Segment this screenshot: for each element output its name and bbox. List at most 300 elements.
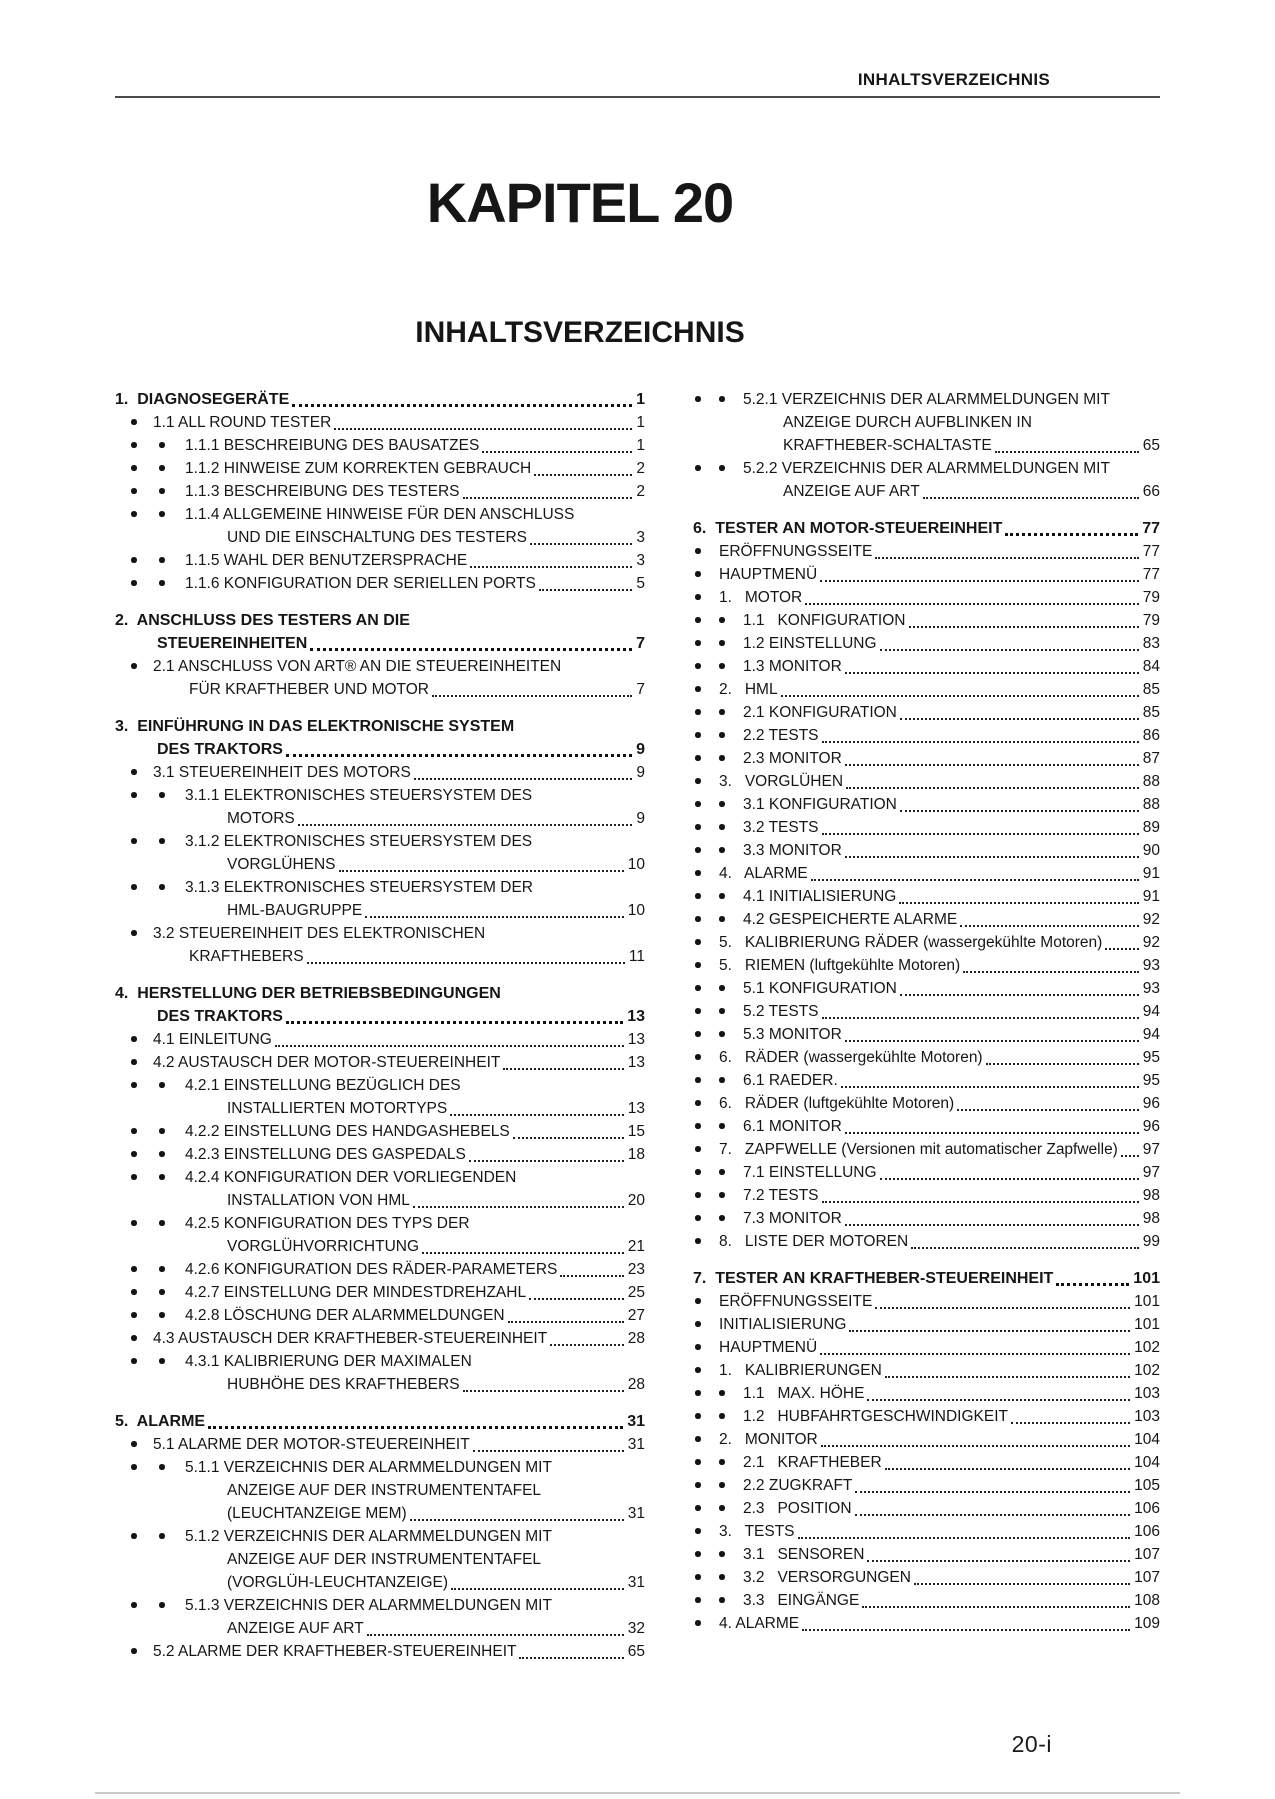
dot-leader [534, 474, 632, 476]
dot-leader [811, 879, 1139, 881]
dot-leader [432, 695, 632, 697]
toc-entry-text: 4.2.8 LÖSCHUNG DER ALARMMELDUNGEN [185, 1307, 505, 1324]
toc-line [115, 1074, 645, 1097]
toc-page-number: 93 [1142, 957, 1160, 974]
dot-leader [822, 741, 1139, 743]
bullet-icon [695, 1054, 701, 1060]
toc-page-number: 85 [1142, 681, 1160, 698]
bullet-icon [695, 1528, 701, 1534]
toc-line [693, 701, 1160, 724]
toc-entry [693, 655, 1160, 678]
toc-entry [115, 480, 645, 503]
toc-line [693, 1520, 1160, 1543]
toc-entry [115, 1525, 645, 1594]
toc-entry [693, 1115, 1160, 1138]
toc-line [693, 1336, 1160, 1359]
toc-entry [115, 715, 645, 761]
toc-entry [693, 1023, 1160, 1046]
bullet-icon [131, 488, 137, 494]
toc-entry-text: 8. LISTE DER MOTOREN [719, 1233, 909, 1250]
toc-entry [115, 761, 645, 784]
toc-entry-text: 3.1.2 ELEKTRONISCHES STEUERSYSTEM DES [185, 833, 533, 850]
bullet-icon [695, 1551, 701, 1557]
dot-leader [286, 1021, 623, 1024]
toc-page-number: 3 [636, 552, 645, 569]
toc-line [693, 793, 1160, 816]
dot-leader [310, 648, 632, 651]
bullet-icon [131, 1266, 137, 1272]
bullet-icon [131, 1648, 137, 1654]
toc-line [115, 1212, 645, 1235]
dot-leader [845, 856, 1139, 858]
toc-entry-text: 5.1.3 VERZEICHNIS DER ALARMMELDUNGEN MIT [185, 1597, 552, 1614]
toc-line [115, 1373, 645, 1396]
toc-entry [693, 1313, 1160, 1336]
toc-entry-text: 4.3.1 KALIBRIERUNG DER MAXIMALEN [185, 1353, 472, 1370]
bullet-icon [131, 1289, 137, 1295]
dot-leader [900, 994, 1139, 996]
dot-leader [422, 1252, 624, 1254]
bullet-icon [695, 755, 701, 761]
toc-line [693, 1023, 1160, 1046]
toc-page-number: 91 [1142, 865, 1160, 882]
toc-line [693, 839, 1160, 862]
toc-line [115, 1456, 645, 1479]
toc-entry [115, 655, 645, 701]
toc-line [115, 609, 645, 632]
toc-entry-text: 5.2.1 VERZEICHNIS DER ALARMMELDUNGEN MIT [743, 391, 1110, 408]
bullet-icon [159, 1602, 165, 1608]
toc-entry-text: 7. ZAPFWELLE (Versionen mit automatischer Zapfwelle) [719, 1141, 1118, 1158]
toc-entry [693, 1520, 1160, 1543]
bullet-icon [695, 1482, 701, 1488]
toc-line [693, 1474, 1160, 1497]
toc-entry-text: 5.1.1 VERZEICHNIS DER ALARMMELDUNGEN MIT [185, 1459, 552, 1476]
toc-page-number: 96 [1142, 1095, 1160, 1112]
toc-page-number: 79 [1142, 589, 1160, 606]
bullet-icon [719, 1459, 725, 1465]
bullet-icon [719, 465, 725, 471]
toc-page-number: 77 [1142, 543, 1160, 560]
toc-entry [693, 1612, 1160, 1635]
toc-entry-text: 4.2 GESPEICHERTE ALARME [743, 911, 958, 928]
dot-leader [519, 1657, 623, 1659]
page-number-label: 20-i [1011, 1731, 1052, 1757]
bullet-icon [695, 1436, 701, 1442]
dot-leader [900, 810, 1139, 812]
toc-line [115, 572, 645, 595]
toc-entry-text: 2.1 KONFIGURATION [743, 704, 897, 721]
toc-page-number: 97 [1142, 1141, 1160, 1158]
toc-entry-text: 7.2 TESTS [743, 1187, 819, 1204]
toc-entry-text: 6. RÄDER (luftgekühlte Motoren) [719, 1095, 955, 1112]
toc-page-number: 93 [1142, 980, 1160, 997]
toc-line [693, 1069, 1160, 1092]
toc-page-number: 9 [636, 741, 645, 758]
dot-leader [529, 1298, 624, 1300]
toc-entry [115, 784, 645, 830]
toc-line [115, 1120, 645, 1143]
bullet-icon [131, 1128, 137, 1134]
toc-line [115, 738, 645, 761]
dot-leader [539, 589, 633, 591]
toc-entry [115, 1456, 645, 1525]
toc-entry-text: 3.2 TESTS [743, 819, 819, 836]
toc-line [115, 503, 645, 526]
toc-page-number: 7 [636, 681, 645, 698]
dot-leader [845, 672, 1139, 674]
toc-entry [693, 1267, 1160, 1290]
bullet-icon [159, 1082, 165, 1088]
bullet-icon [695, 1321, 701, 1327]
toc-entry-text: 4.2.3 EINSTELLUNG DES GASPEDALS [185, 1146, 466, 1163]
toc-entry-text: 5.2 ALARME DER KRAFTHEBER-STEUEREINHEIT [153, 1643, 517, 1660]
toc-page-number: 13 [627, 1031, 645, 1048]
dot-leader [957, 1109, 1139, 1111]
toc-page-number: 77 [1142, 520, 1160, 537]
dot-leader [867, 1399, 1130, 1401]
toc-entry [693, 388, 1160, 457]
bullet-icon [695, 1146, 701, 1152]
toc-line [693, 1115, 1160, 1138]
toc-entry [115, 388, 645, 411]
toc-entry [693, 1405, 1160, 1428]
dot-leader [307, 962, 625, 964]
toc-page-number: 21 [627, 1238, 645, 1255]
toc-page-number: 27 [627, 1307, 645, 1324]
bullet-icon [695, 847, 701, 853]
toc-entry [693, 839, 1160, 862]
toc-line [115, 1525, 645, 1548]
toc-entry [693, 609, 1160, 632]
dot-leader [820, 580, 1139, 582]
dot-leader [802, 1629, 1130, 1631]
bullet-icon [131, 1151, 137, 1157]
toc-page-number: 101 [1133, 1270, 1160, 1287]
bullet-icon [131, 1059, 137, 1065]
toc-entry-text: 1.2 EINSTELLUNG [743, 635, 877, 652]
toc-line [693, 1313, 1160, 1336]
bullet-icon [719, 916, 725, 922]
toc-line [693, 434, 1160, 457]
toc-page-number: 103 [1134, 1385, 1160, 1402]
toc-entry-text: 3. EINFÜHRUNG IN DAS ELEKTRONISCHE SYSTEM [115, 718, 515, 735]
toc-entry [693, 1359, 1160, 1382]
toc-page-number: 20 [627, 1192, 645, 1209]
bullet-icon [719, 755, 725, 761]
toc-line [115, 1005, 645, 1028]
toc-entry-text: 3.1 KONFIGURATION [743, 796, 897, 813]
toc-entry [115, 1166, 645, 1212]
dot-leader [875, 557, 1138, 559]
bullet-icon [719, 1077, 725, 1083]
toc-page-number: 103 [1134, 1408, 1160, 1425]
toc-line [115, 388, 645, 411]
dot-leader [855, 1514, 1131, 1516]
toc-entry [693, 1000, 1160, 1023]
toc-entry [115, 1433, 645, 1456]
dot-leader [508, 1321, 624, 1323]
toc-entry-text: 1.1.3 BESCHREIBUNG DES TESTERS [185, 483, 460, 500]
toc-entry [115, 1120, 645, 1143]
dot-leader [503, 1068, 623, 1070]
bullet-icon [719, 1008, 725, 1014]
bullet-icon [719, 847, 725, 853]
toc-entry-text: 1. KALIBRIERUNGEN [719, 1362, 882, 1379]
toc-entry [693, 586, 1160, 609]
toc-entry [115, 1350, 645, 1396]
bullet-icon [695, 1344, 701, 1350]
bullet-icon [695, 1390, 701, 1396]
toc-line [115, 1548, 645, 1571]
toc-line [693, 632, 1160, 655]
toc-page-number: 91 [1142, 888, 1160, 905]
bullet-icon [695, 1008, 701, 1014]
toc-line [115, 632, 645, 655]
toc-page-number: 10 [627, 856, 645, 873]
toc-line [693, 1405, 1160, 1428]
bullet-icon [719, 824, 725, 830]
dot-leader [298, 824, 633, 826]
dot-leader [1056, 1283, 1129, 1286]
bullet-icon [131, 557, 137, 563]
toc-line [115, 655, 645, 678]
toc-entry-text: 5.1.2 VERZEICHNIS DER ALARMMELDUNGEN MIT [185, 1528, 552, 1545]
toc-entry [693, 1566, 1160, 1589]
toc-line [115, 807, 645, 830]
toc-entry [693, 678, 1160, 701]
toc-line [693, 1451, 1160, 1474]
toc-line [115, 434, 645, 457]
bullet-icon [131, 511, 137, 517]
bullet-icon [695, 824, 701, 830]
toc-page-number: 15 [627, 1123, 645, 1140]
bullet-icon [719, 640, 725, 646]
bullet-icon [695, 1597, 701, 1603]
bullet-icon [159, 1174, 165, 1180]
toc-entry-text: INSTALLATION VON HML [227, 1192, 410, 1209]
toc-entry [115, 1281, 645, 1304]
bullet-icon [719, 985, 725, 991]
toc-page-number: 98 [1142, 1187, 1160, 1204]
toc-entry-text: 1.1.6 KONFIGURATION DER SERIELLEN PORTS [185, 575, 536, 592]
toc-line [693, 931, 1160, 954]
bullet-icon [719, 1482, 725, 1488]
toc-line [693, 609, 1160, 632]
dot-leader [900, 718, 1139, 720]
dot-leader [1011, 1422, 1130, 1424]
toc-entry-text: HAUPTMENÜ [719, 566, 818, 583]
dot-leader [410, 1519, 624, 1521]
toc-page-number: 94 [1142, 1003, 1160, 1020]
dot-leader [470, 566, 632, 568]
bullet-icon [695, 709, 701, 715]
bullet-icon [131, 1358, 137, 1364]
bullet-icon [159, 1358, 165, 1364]
toc-entry-text: 2.3 POSITION [743, 1500, 852, 1517]
dot-leader [513, 1137, 624, 1139]
bullet-icon [695, 1413, 701, 1419]
toc-line [693, 977, 1160, 1000]
toc-line [115, 526, 645, 549]
toc-line [115, 411, 645, 434]
bullet-icon [131, 769, 137, 775]
bullet-icon [695, 617, 701, 623]
toc-entry [115, 830, 645, 876]
toc-line [693, 1267, 1160, 1290]
dot-leader [963, 971, 1139, 973]
toc-page-number: 2 [636, 483, 645, 500]
dot-leader [880, 649, 1139, 651]
bullet-icon [131, 442, 137, 448]
bullet-icon [719, 396, 725, 402]
dot-leader [911, 1247, 1139, 1249]
toc-entry-text: 2.2 TESTS [743, 727, 819, 744]
bullet-icon [695, 640, 701, 646]
toc-entry [693, 908, 1160, 931]
toc-page-number: 65 [1142, 437, 1160, 454]
dot-leader [845, 1040, 1139, 1042]
bullet-icon [695, 1215, 701, 1221]
bullet-icon [695, 1298, 701, 1304]
bullet-icon [159, 580, 165, 586]
toc-entry-text: 4.2.2 EINSTELLUNG DES HANDGASHEBELS [185, 1123, 510, 1140]
dot-leader [885, 1376, 1130, 1378]
dot-leader [450, 1114, 624, 1116]
bullet-icon [719, 801, 725, 807]
bullet-icon [131, 1602, 137, 1608]
toc-line [115, 1258, 645, 1281]
bullet-icon [131, 1312, 137, 1318]
toc-entry [693, 977, 1160, 1000]
toc-entry [693, 1046, 1160, 1069]
toc-line [693, 540, 1160, 563]
toc-entry-text: 4.3 AUSTAUSCH DER KRAFTHEBER-STEUEREINHEIT [153, 1330, 548, 1347]
dot-leader [822, 833, 1139, 835]
bullet-icon [131, 1174, 137, 1180]
toc-entry-text: (VORGLÜH-LEUCHTANZEIGE) [227, 1574, 449, 1591]
bullet-icon [695, 778, 701, 784]
toc-entry-text: 3.2 VERSORGUNGEN [743, 1569, 911, 1586]
toc-line [693, 1612, 1160, 1635]
toc-line [115, 1502, 645, 1525]
toc-entry-text: DES TRAKTORS [157, 741, 283, 758]
toc-entry [693, 540, 1160, 563]
dot-leader [367, 1634, 624, 1636]
toc-entry [115, 1640, 645, 1663]
toc-line [693, 1589, 1160, 1612]
toc-line [115, 853, 645, 876]
toc-entry-text: INSTALLIERTEN MOTORTYPS [227, 1100, 448, 1117]
toc-line [115, 784, 645, 807]
toc-entry [115, 457, 645, 480]
toc-line [115, 1189, 645, 1212]
toc-entry [115, 434, 645, 457]
toc-entry [693, 816, 1160, 839]
toc-page-number: 90 [1142, 842, 1160, 859]
toc-page-number: 106 [1134, 1523, 1160, 1540]
toc-line [115, 982, 645, 1005]
toc-entry-text: 3.1.1 ELEKTRONISCHES STEUERSYSTEM DES [185, 787, 533, 804]
toc-page-number: 99 [1142, 1233, 1160, 1250]
toc-entry [115, 1594, 645, 1640]
toc-page-number: 94 [1142, 1026, 1160, 1043]
toc-page-number: 13 [627, 1008, 645, 1025]
toc-entry-text: 5.3 MONITOR [743, 1026, 842, 1043]
dot-leader [923, 497, 1139, 499]
toc-entry [693, 1589, 1160, 1612]
dot-leader [867, 1560, 1130, 1562]
bullet-icon [719, 732, 725, 738]
toc-page-number: 31 [627, 1574, 645, 1591]
toc-entry-text: 3.1 STEUEREINHEIT DES MOTORS [153, 764, 411, 781]
dot-leader [885, 1468, 1130, 1470]
toc-page-number: 9 [636, 764, 645, 781]
bullet-icon [719, 1413, 725, 1419]
bullet-icon [719, 617, 725, 623]
toc-page-number: 92 [1142, 911, 1160, 928]
dot-leader [798, 1537, 1131, 1539]
toc-page-number: 84 [1142, 658, 1160, 675]
toc-entry-text: 1.1.2 HINWEISE ZUM KORREKTEN GEBRAUCH [185, 460, 532, 477]
toc-entry-text: 5.1 ALARME DER MOTOR-STEUEREINHEIT [153, 1436, 470, 1453]
toc-line [693, 1092, 1160, 1115]
toc-entry-text: 4.1 EINLEITUNG [153, 1031, 272, 1048]
bullet-icon [131, 838, 137, 844]
toc-line [115, 1617, 645, 1640]
dot-leader [463, 1390, 624, 1392]
toc-entry [693, 1336, 1160, 1359]
bullet-icon [131, 1335, 137, 1341]
toc-page-number: 31 [627, 1436, 645, 1453]
toc-entry [115, 1212, 645, 1258]
toc-page-number: 107 [1134, 1546, 1160, 1563]
toc-page-number: 28 [627, 1376, 645, 1393]
toc-entry-text: 4.2 AUSTAUSCH DER MOTOR-STEUEREINHEIT [153, 1054, 501, 1071]
dot-leader [845, 1224, 1139, 1226]
bullet-icon [695, 548, 701, 554]
toc-page-number: 1 [636, 391, 645, 408]
toc-entry [115, 1143, 645, 1166]
toc-line [693, 1000, 1160, 1023]
toc-page-number: 106 [1134, 1500, 1160, 1517]
toc-line [693, 457, 1160, 480]
bullet-icon [695, 1031, 701, 1037]
bullet-icon [695, 1238, 701, 1244]
toc-page-number: 28 [627, 1330, 645, 1347]
toc-left-column [115, 388, 645, 1663]
toc-line [115, 1479, 645, 1502]
toc-entry-text: 2.1 KRAFTHEBER [743, 1454, 882, 1471]
toc-entry [693, 1290, 1160, 1313]
bullet-icon [159, 557, 165, 563]
toc-entry-text: STEUEREINHEITEN [157, 635, 308, 652]
toc-entry-text: 3.2 STEUEREINHEIT DES ELEKTRONISCHEN [153, 925, 486, 942]
toc-line [693, 770, 1160, 793]
toc-line [115, 1304, 645, 1327]
toc-entry [693, 1543, 1160, 1566]
page-header-title: INHALTSVERZEICHNIS [857, 70, 1050, 89]
toc-entry-text: 2.1 ANSCHLUSS VON ART® AN DIE STEUEREINHEITEN [153, 658, 562, 675]
toc-entry [115, 411, 645, 434]
toc-line [693, 1543, 1160, 1566]
toc-page-number: 104 [1134, 1454, 1160, 1471]
dot-leader [841, 1086, 1139, 1088]
toc-entry-text: 2. HML [719, 681, 778, 698]
bullet-icon [159, 1312, 165, 1318]
toc-entry-text: 4.2.4 KONFIGURATION DER VORLIEGENDEN [185, 1169, 517, 1186]
toc-entry-text: 7.3 MONITOR [743, 1210, 842, 1227]
